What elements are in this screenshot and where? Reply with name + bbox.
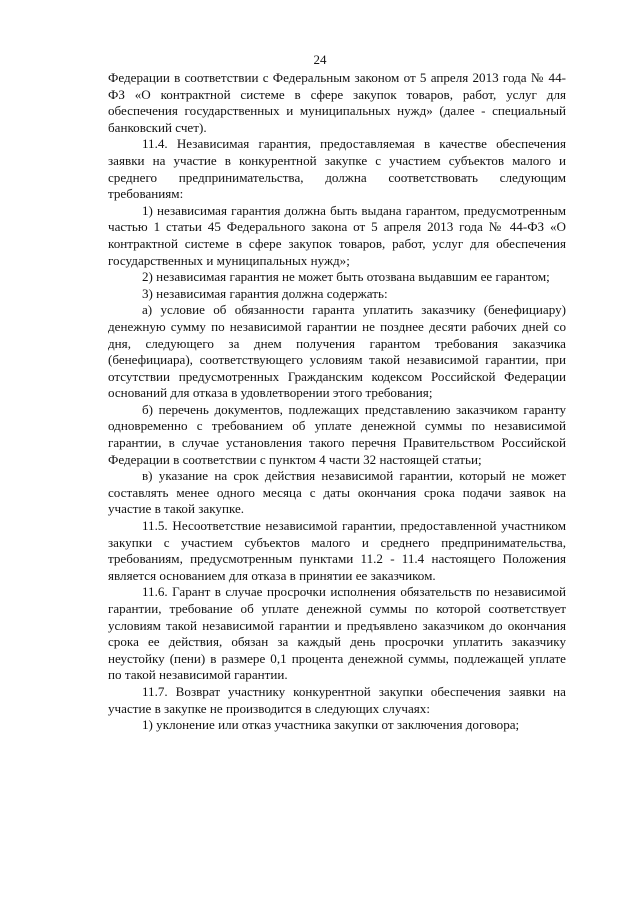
paragraph-item-b: б) перечень документов, подлежащих представлению заказчиком гаранту одновременно с требованием об уплате денежной суммы по независимой гарантии, в случае установления такого перечня Правительством Российской Федерации в соответствии с пунктом 4 части 32 настоящей статьи; — [108, 401, 566, 467]
page-number: 24 — [313, 52, 327, 67]
paragraph-item-v: в) указание на срок действия независимой гарантии, который не может составлять менее одного месяца с даты окончания срока подачи заявок на участие в такой закупке. — [108, 468, 566, 517]
paragraph-item-a: а) условие об обязанности гаранта уплатить заказчику (бенефициару) денежную сумму по независимой гарантии не позднее десяти рабочих дней со дня, следующего за днем получения гарантом требования заказчика (бенефициара), соответствующего условиям такой независимой гарантии, при отсутствии предусмотренных Гражданским кодексом Российской Федерации оснований для отказа в удовлетворении этого требования; — [108, 302, 566, 401]
paragraph-11-7-item-1: 1) уклонение или отказ участника закупки от заключения договора; — [142, 717, 520, 733]
document-body — [108, 70, 566, 734]
paragraph-item-1: 1) независимая гарантия должна быть выдана гарантом, предусмотренным частью 1 статьи 45 Федерального закона от 5 апреля 2013 года № 44-ФЗ «О контрактной системе в сфере закупок товаров, работ, услуг для обеспечения государственных и муниципальных нужд»; — [108, 202, 566, 268]
paragraph-11-7: 11.7. Возврат участнику конкурентной закупки обеспечения заявки на участие в закупке не производится в следующих случаях: — [108, 683, 566, 716]
paragraph-11-5: 11.5. Несоответствие независимой гарантии, предоставленной участником закупки с участием субъектов малого и среднего предпринимательства, требованиям, предусмотренным пунктами 11.2 - 11.4 настоящего Положения является основанием для отказа в принятии ее заказчиком. — [108, 518, 566, 583]
paragraph-item-2: 2) независимая гарантия не может быть отозвана выдавшим ее гарантом; — [142, 269, 550, 285]
paragraph-11-6: 11.6. Гарант в случае просрочки исполнения обязательств по независимой гарантии, требование об уплате денежной суммы по которой соответствует условиям такой независимой гарантии и предъявлено заказчиком до окончания срока ее действия, обязан за каждый день просрочки уплатить заказчику неустойку (пени) в размере 0,1 процента денежной суммы, подлежащей уплате по такой независимой гарантии. — [108, 584, 566, 683]
paragraph-item-3: 3) независимая гарантия должна содержать: — [142, 285, 388, 301]
paragraph-continuation: Федерации в соответствии с Федеральным законом от 5 апреля 2013 года № 44-ФЗ «О контрактной системе в сфере закупок товаров, работ, услуг для обеспечения государственных и муниципальных нужд» (далее - специальный банковский счет). — [108, 70, 566, 135]
paragraph-11-4: 11.4. Независимая гарантия, предоставляемая в качестве обеспечения заявки на участие в конкурентной закупке с участием субъектов малого и среднего предпринимательства, должна соответствовать следующим требованиям: — [108, 136, 566, 202]
